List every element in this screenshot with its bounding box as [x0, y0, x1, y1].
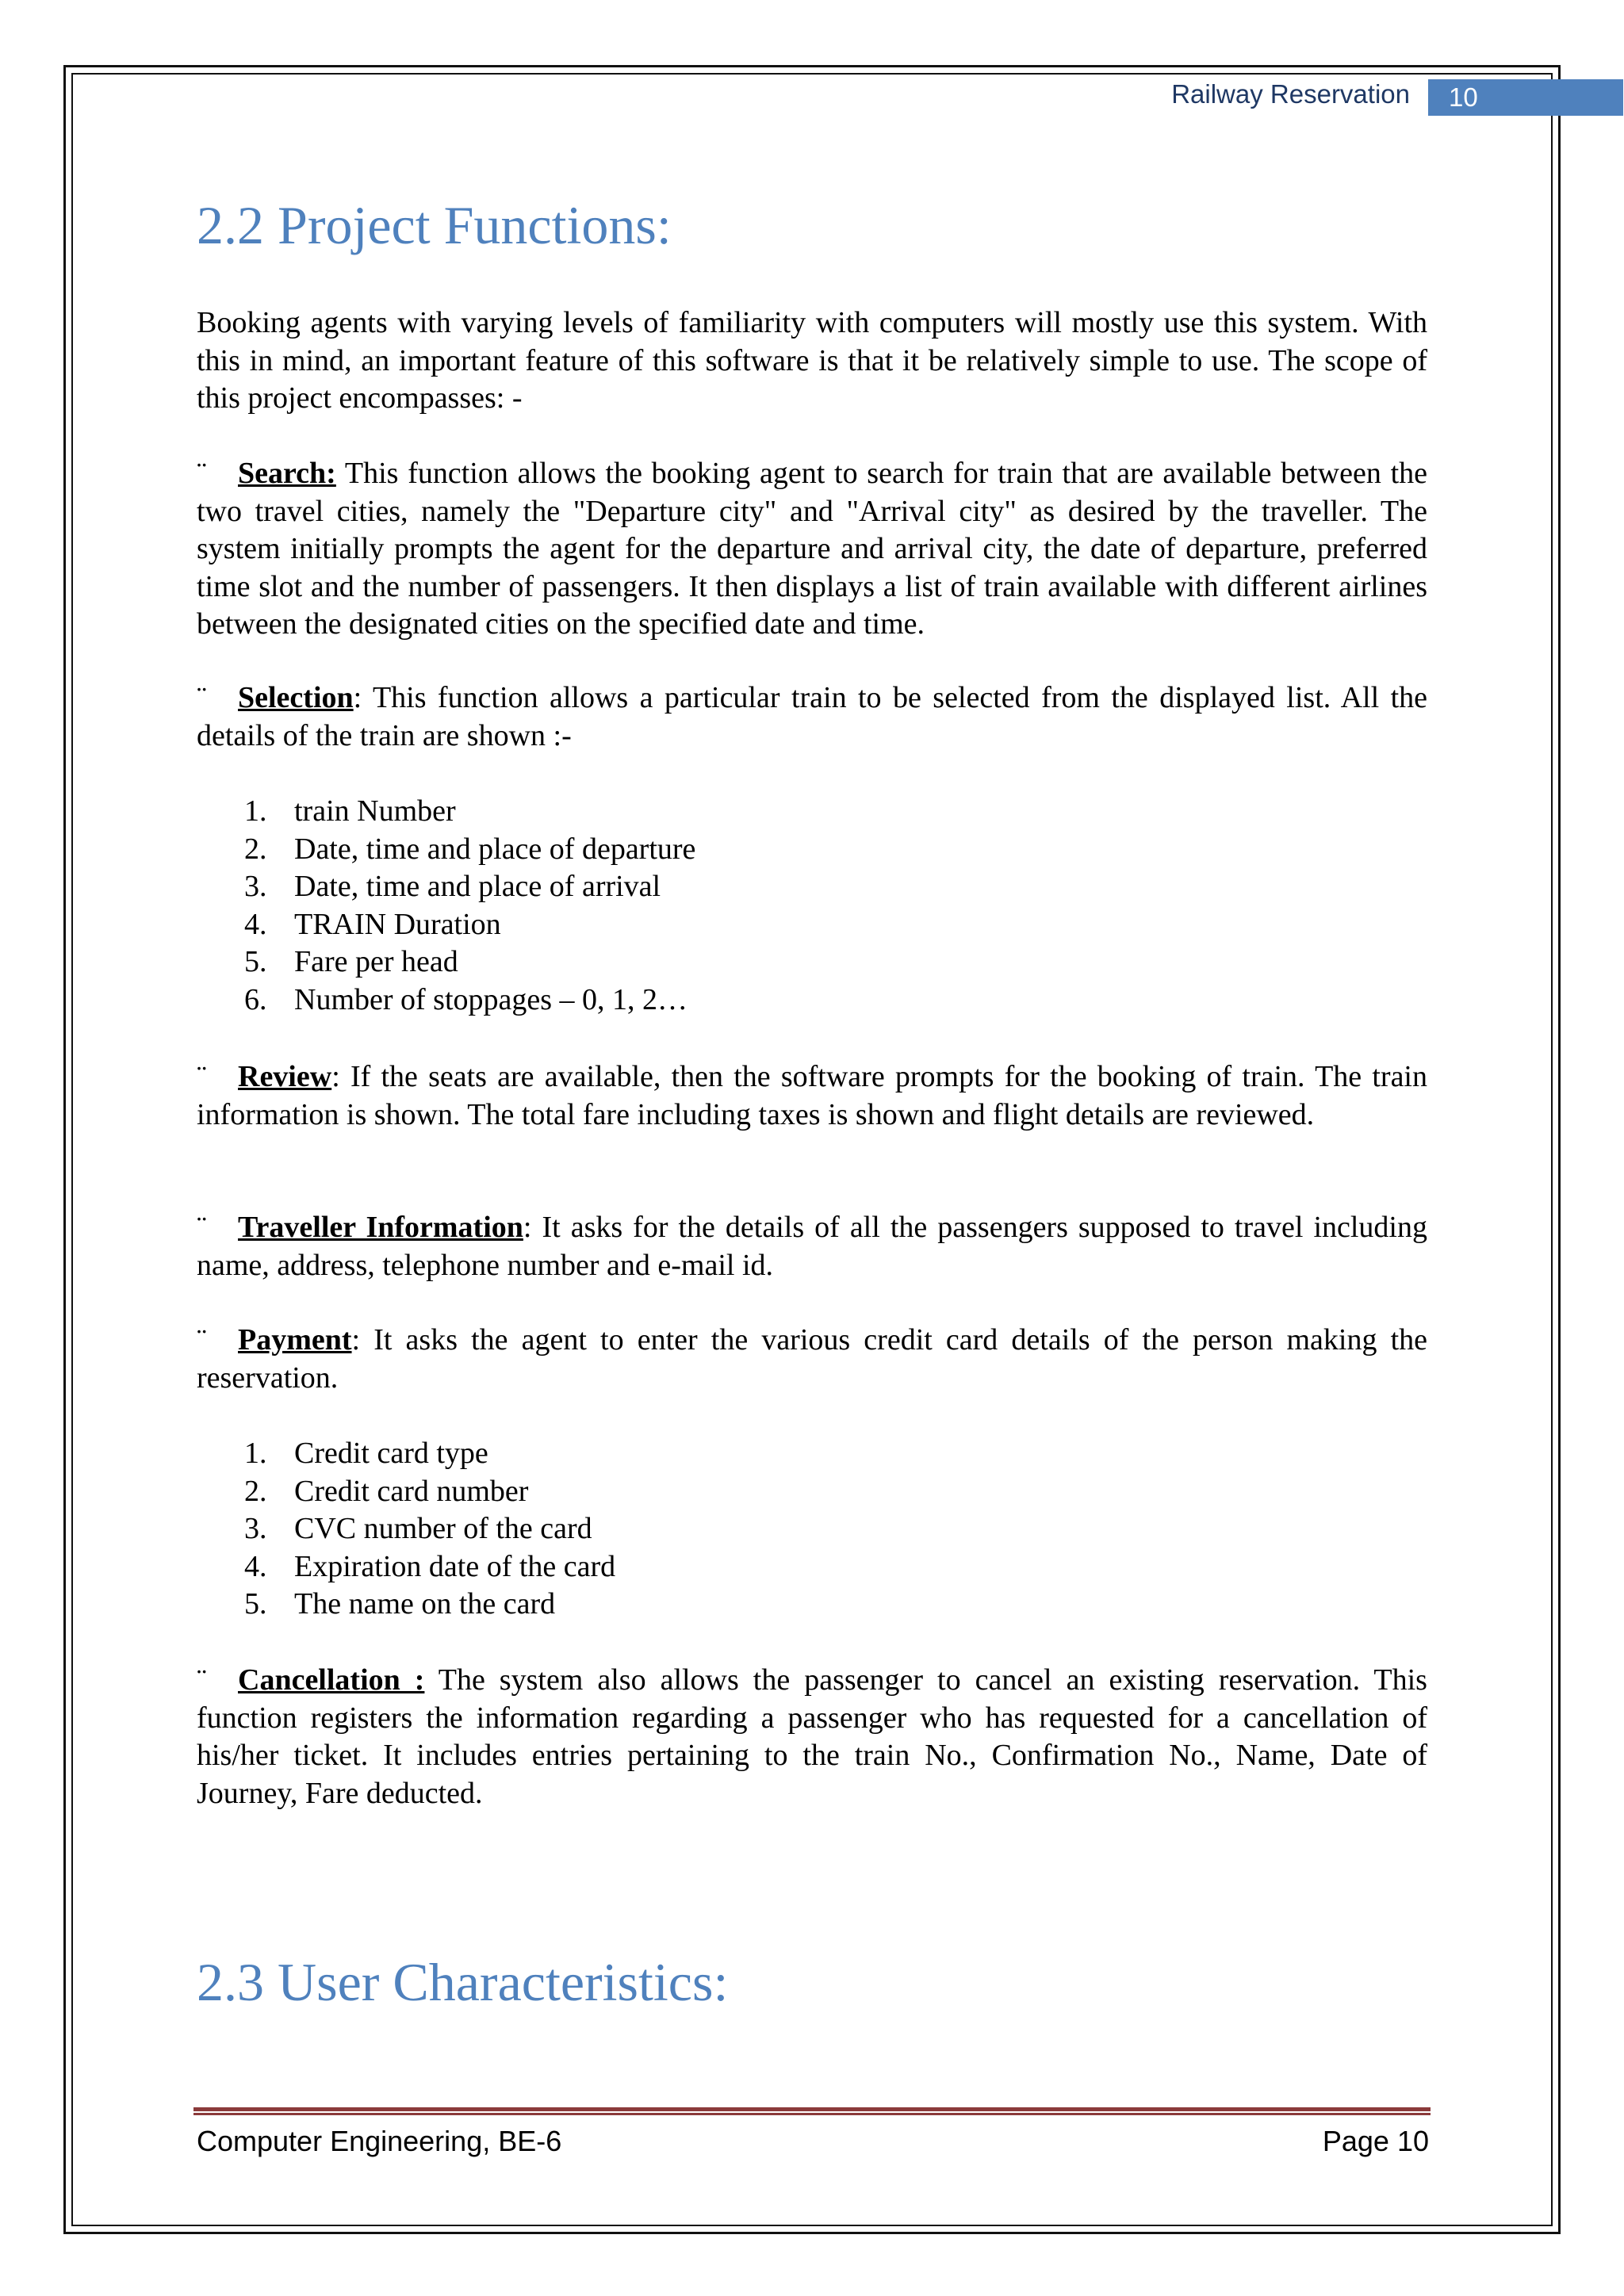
payment-description: : It asks the agent to enter the various credit card details of the person making the reservation.	[197, 1323, 1427, 1395]
bullet-icon: ¨	[197, 1060, 207, 1093]
list-item: 4. TRAIN Duration	[244, 907, 501, 941]
review-description: : If the seats are available, then the software prompts for the booking of train. The train information is shown. The total fare including taxes is shown and flight details are reviewed.	[197, 1060, 1427, 1131]
running-header-title: Railway Reservation	[1171, 79, 1410, 109]
selection-list	[197, 793, 1427, 1019]
footer-department: Computer Engineering, BE-6	[197, 2125, 562, 2157]
list-item: 2. Credit card number	[244, 1474, 529, 1508]
footer-page-number: Page 10	[1322, 2125, 1429, 2157]
footer-divider	[193, 2107, 1431, 2115]
list-item: 5. The name on the card	[244, 1587, 556, 1621]
list-item: 5. Fare per head	[244, 945, 458, 978]
payment-item	[197, 1322, 1427, 1397]
intro-paragraph	[197, 304, 1427, 418]
list-item: 2. Date, time and place of departure	[244, 832, 696, 866]
bullet-icon: ¨	[197, 1663, 207, 1697]
payment-term: Payment	[238, 1323, 352, 1357]
section-heading-2-3	[197, 1950, 1427, 2014]
list-item: 6. Number of stoppages – 0, 1, 2…	[244, 982, 688, 1016]
search-item	[197, 455, 1427, 644]
bullet-icon: ¨	[197, 681, 207, 714]
bullet-icon: ¨	[197, 457, 207, 490]
section-title: 2.2 Project Functions:	[197, 195, 672, 255]
list-item: 4. Expiration date of the card	[244, 1549, 616, 1583]
review-term: Review	[238, 1060, 332, 1093]
review-item	[197, 1058, 1427, 1134]
intro-text: Booking agents with varying levels of familiarity with computers will mostly use this system. With this in mind, an important feature of this software is that it be relatively simple to use. The scope of this project encompasses: -	[197, 306, 1427, 415]
selection-term: Selection	[238, 681, 354, 714]
list-item: 3. CVC number of the card	[244, 1512, 592, 1545]
search-term: Search:	[238, 457, 336, 490]
bullet-icon: ¨	[197, 1323, 207, 1357]
traveller-description: : It asks for the details of all the passengers supposed to travel including name, address, telephone number and e-mail id.	[197, 1211, 1427, 1282]
running-header-page-number: 10	[1428, 79, 1623, 116]
list-item: 3. Date, time and place of arrival	[244, 870, 661, 903]
list-item: 1. Credit card type	[244, 1437, 488, 1470]
traveller-term: Traveller Information	[238, 1211, 523, 1244]
payment-list	[197, 1435, 1427, 1624]
section-title: 2.3 User Characteristics:	[197, 1952, 729, 2012]
list-item: 1. train Number	[244, 794, 456, 828]
section-heading-2-2	[197, 193, 1427, 257]
search-description: This function allows the booking agent to search for train that are available between the two travel cities, namely the "Departure city" and "Arrival city" as desired by the traveller. The system initially prompts the agent for the departure and arrival city, the date of departure, preferred time slot and the number of passengers. It then displays a list of train available with different airlines between the designated cities on the specified date and time.	[197, 457, 1427, 641]
traveller-item	[197, 1209, 1427, 1284]
selection-description: : This function allows a particular train to be selected from the displayed list. All the details of the train are shown :-	[197, 681, 1427, 752]
cancellation-item	[197, 1662, 1427, 1812]
cancellation-term: Cancellation :	[238, 1663, 425, 1697]
bullet-icon: ¨	[197, 1211, 207, 1244]
selection-item	[197, 679, 1427, 755]
cancellation-description: The system also allows the passenger to cancel an existing reservation. This function registers the information regarding a passenger who has requested for a cancellation of his/her ticket. It includes entries pertaining to the train No., Confirmation No., Name, Date of Journey, Fare deducted.	[197, 1663, 1427, 1810]
